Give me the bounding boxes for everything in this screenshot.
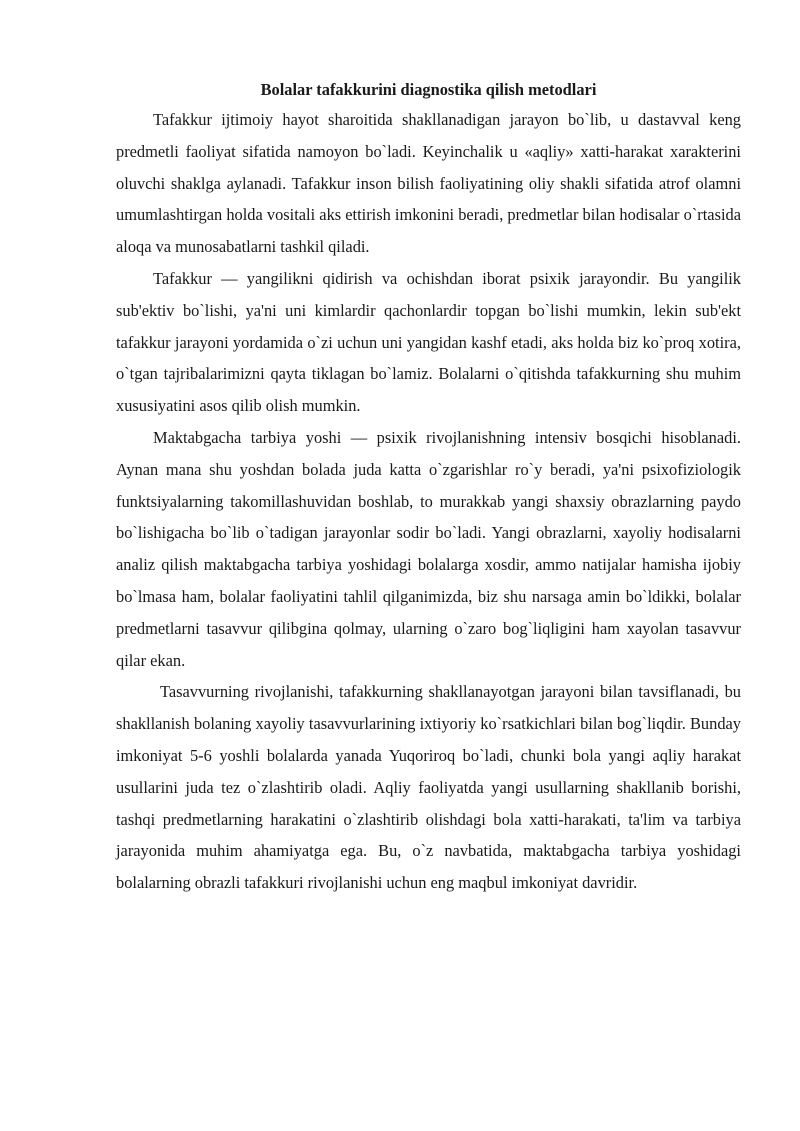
document-body xyxy=(116,76,741,899)
document-title: Bolalar tafakkurini diagnostika qilish metodlari xyxy=(260,80,597,99)
paragraph-4: Tasavvurning rivojlanishi, tafakkurning shakllanayotgan jarayoni bilan tavsiflanadi, bu shakllanish bolaning xayoliy tasavvurlarining ixtiyoriy ko`rsatkichlari bilan bog`liqdir. Bunday imkoniyat 5-6 yoshli bolalarda yanada Yuqoriroq bo`ladi, chunki bola yangi aqliy harakat usullarini juda tez o`zlashtirib oladi. Aqliy faoliyatda yangi usullarning shakllanib borishi, tashqi predmetlarning harakatini o`zlashtirib olishdagi bola xatti-harakati, ta'lim va tarbiya jarayonida muhim ahamiyatga ega. Bu, o`z navbatida, maktabgacha tarbiya yoshidagi bolalarning obrazli tafakkuri rivojlanishi uchun eng maqbul imkoniyat davridir. xyxy=(116,682,741,893)
paragraph-1: Tafakkur ijtimoiy hayot sharoitida shakllanadigan jarayon bo`lib, u dastavval keng predmetli faoliyat sifatida namoyon bo`ladi. Keyinchalik u «aqliy» xatti-harakat xarakterini oluvchi shaklga aylanadi. Tafakkur inson bilish faoliyatining oliy shakli sifatida atrof olamni umumlashtirgan holda vositali aks ettirish imkonini beradi, predmetlar bilan hodisalar o`rtasida aloqa va munosabatlarni tashkil qiladi. xyxy=(116,110,741,257)
paragraph-2: Tafakkur — yangilikni qidirish va ochishdan iborat psixik jarayondir. Bu yangilik sub'ektiv bo`lishi, ya'ni uni kimlardir qachonlardir topgan bo`lishi mumkin, lekin sub'ekt tafakkur jarayoni yordamida o`zi uchun uni yangidan kashf etadi, aks holda biz ko`proq xotira, o`tgan tajribalarimizni qayta tiklagan bo`lamiz. Bolalarni o`qitishda tafakkurning shu muhim xususiyatini asos qilib olish mumkin. xyxy=(116,268,741,416)
paragraph-3: Maktabgacha tarbiya yoshi — psixik rivojlanishning intensiv bosqichi hisoblanadi. Aynan mana shu yoshdan bolada juda katta o`zgarishlar ro`y beradi, ya'ni psixofiziologik funktsiyalarning takomillashuvidan boshlab, to murakkab yangi shaxsiy obrazlarning paydo bo`lishigacha bo`lib o`tadigan jarayonlar sodir bo`ladi. Yangi obrazlarni, xayoliy hodisalarni analiz qilish maktabgacha tarbiya yoshidagi bolalarga xosdir, ammo natijalar hamisha ijobiy bo`lmasa ham, bolalar faoliyatini tahlil qilganimizda, biz shu narsaga amin bo`ldikki, bolalar predmetlarni tasavvur qilibgina qolmay, ularning o`zaro bog`liqligini ham xayolan tasavvur qilar ekan. xyxy=(116,427,741,670)
